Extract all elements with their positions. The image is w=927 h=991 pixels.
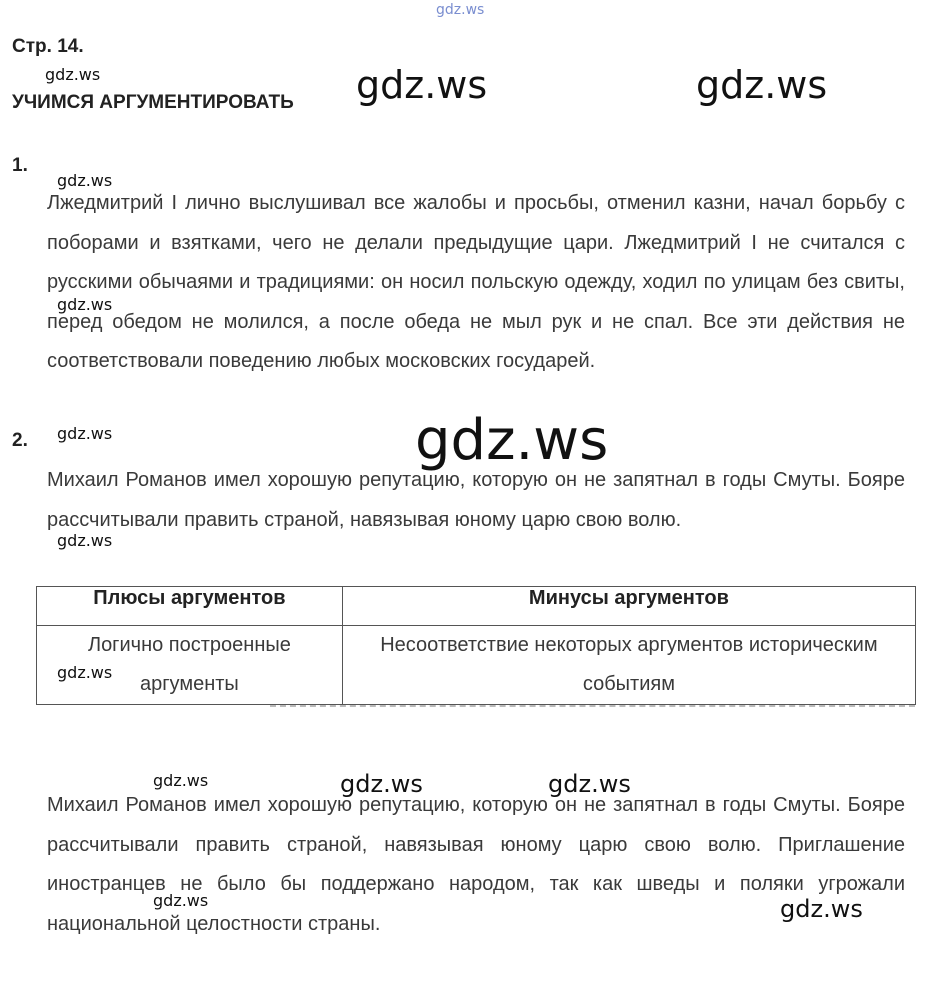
watermark-medium: gdz.ws — [780, 895, 863, 923]
watermark-small: gdz.ws — [57, 424, 113, 443]
arguments-table — [36, 586, 916, 705]
task-answer-text: Михаил Романов имел хорошую репутацию, которую он не запятнал в годы Смуты. Бояре рассчитывали править страной, навязывая юному царю свою волю. — [47, 469, 905, 531]
table-cell-cons: Несоответствие некоторых аргументов историческим событиям — [342, 626, 915, 705]
table-row — [37, 626, 916, 705]
table-header-row — [37, 587, 916, 626]
table-header-pros: Плюсы аргументов — [37, 587, 343, 626]
watermark-small: gdz.ws — [57, 171, 113, 190]
watermark-small: gdz.ws — [45, 65, 101, 84]
watermark-small: gdz.ws — [57, 663, 113, 682]
watermark-large: gdz.ws — [356, 63, 488, 107]
watermark-top: gdz.ws — [436, 2, 485, 18]
watermark-medium: gdz.ws — [548, 770, 631, 798]
watermark-medium: gdz.ws — [340, 770, 423, 798]
watermark-small: gdz.ws — [153, 891, 209, 910]
task-answer-text: Лжедмитрий I лично выслушивал все жалобы и просьбы, отменил казни, начал борьбу с поборами и взятками, чего не делали предыдущие цари. Лжедмитрий I не считался с русскими обычаями и традициями: он носил польскую одежду, ходил по улицам без свиты, перед обедом не молился, а после обеда не мыл рук и не спал. Все эти действия не соответствовали поведению любых московских государей. — [47, 192, 905, 372]
conclusion-text: Михаил Романов имел хорошую репутацию, которую он не запятнал в годы Смуты. Бояре рассчитывали править страной, навязывая юному царю свою волю. Приглашение иностранцев не было бы поддержано народом, так как шведы и поляки угрожали национальной целостности страны. — [47, 794, 905, 935]
watermark-small: gdz.ws — [57, 295, 113, 314]
table-cell-pros: Логично построенные аргументы — [37, 626, 343, 705]
section-title: УЧИМСЯ АРГУМЕНТИРОВАТЬ — [12, 92, 294, 113]
page-number: Стр. 14. — [12, 36, 84, 57]
table-header-cons: Минусы аргументов — [342, 587, 915, 626]
watermark-small: gdz.ws — [57, 531, 113, 550]
task-number: 1. — [12, 155, 28, 176]
watermark-xlarge: gdz.ws — [415, 408, 609, 473]
watermark-large: gdz.ws — [696, 63, 828, 107]
dashed-divider — [270, 705, 915, 707]
watermark-small: gdz.ws — [153, 771, 209, 790]
task-number: 2. — [12, 430, 28, 451]
